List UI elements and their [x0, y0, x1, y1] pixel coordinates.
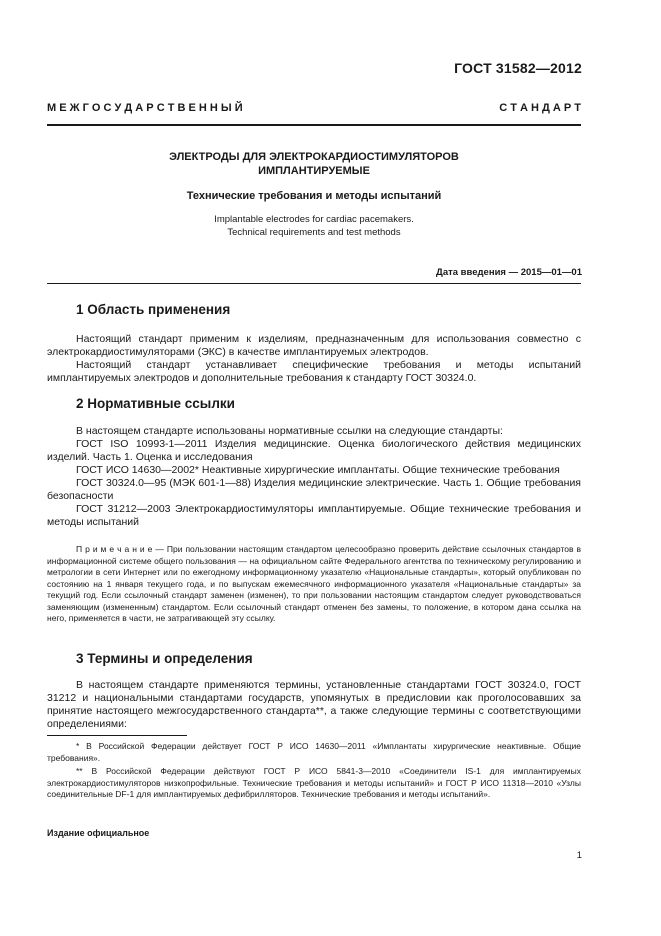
section-2-heading: 2 Нормативные ссылки [76, 396, 235, 411]
section-1-paragraph: Настоящий стандарт устанавливает специфические требования и методы испытаний имплантируемых электродов и дополнительные требования к стандарту ГОСТ 30324.0. [47, 359, 581, 384]
title-ru-line1: ЭЛЕКТРОДЫ ДЛЯ ЭЛЕКТРОКАРДИОСТИМУЛЯТОРОВ [169, 151, 459, 163]
footnote: * В Российской Федерации действует ГОСТ Р ИСО 14630—2011 «Имплантаты хирургические неактивные. Общие требования». [47, 741, 581, 763]
footnotes [47, 741, 581, 803]
page-number: 1 [576, 850, 582, 861]
footnote-rule [47, 735, 187, 736]
note-text: П р и м е ч а н и е — При пользовании настоящим стандартом целесообразно проверить действие ссылочных стандартов в информационной системе общего пользования — на официальном сайте Федерального агентства по техническому регулированию и метрологии в сети Интернет или по ежегодному информационному указателю «Национальные стандарты», который опубликован по состоянию на 1 января текущего года, и по выпускам ежемесячного информационного указателя «Национальные стандарты» за текущий год. Если ссылочный стандарт заменен (изменен), то при пользовании настоящим стандартом следует руководствоваться заменяющим (измененным) стандартом. Если ссылочный стандарт отменен без замены, то положение, в котором дана ссылка на него, применяется в части, не затрагивающей эту ссылку. [47, 544, 581, 623]
introduction-date: Дата введения — 2015—01—01 [436, 267, 582, 278]
section-1-body [47, 333, 581, 385]
subtitle-ru: Технические требования и методы испытаний [186, 190, 442, 202]
normative-reference: ГОСТ 30324.0—95 (МЭК 601-1—88) Изделия медицинские электрические. Часть 1. Общие требования безопасности [47, 477, 581, 502]
normative-reference: ГОСТ 31212—2003 Электрокардиостимуляторы имплантируемые. Общие технические требования и методы испытаний [47, 503, 581, 528]
title-en-line1: Implantable electrodes for cardiac pacemakers. [214, 214, 414, 225]
section-1-heading: 1 Область применения [76, 302, 231, 317]
section-3-paragraph: В настоящем стандарте применяются термины, установленные стандартами ГОСТ 30324.0, ГОСТ 31212 и национальными стандартами государств, упомянутых в предисловии как проголосовавших за принятие настоящего межгосударственного стандарта**, а также следующие термины с соответствующими определениями: [47, 679, 581, 730]
section-1-paragraph: Настоящий стандарт применим к изделиям, предназначенным для использования совместно с электрокардиостимуляторами (ЭКС) в качестве имплантируемых электродов. [47, 333, 581, 358]
title-block [47, 150, 581, 239]
normative-reference: ГОСТ ISO 10993-1—2011 Изделия медицинские. Оценка биологического действия медицинских изделий. Часть 1. Оценка и исследования [47, 438, 581, 463]
title-en [47, 213, 581, 239]
header-rule [47, 124, 581, 126]
gost-number: ГОСТ 31582—2012 [454, 60, 582, 76]
normative-reference: ГОСТ ИСО 14630—2002* Неактивные хирургические имплантаты. Общие технические требования [76, 464, 560, 476]
section-3-heading: 3 Термины и определения [76, 651, 253, 666]
official-edition-label: Издание официальное [47, 828, 150, 838]
footnote: ** В Российской Федерации действуют ГОСТ Р ИСО 5841-3—2010 «Соединители IS-1 для имплантируемых электрокардиостимуляторов низкопрофильные. Технические требования и методы испытаний» и ГОСТ Р ИСО 11318—2010 «Узлы соединительные DF-1 для имплантируемых дефибрилляторов. Технические требования и методы испытаний». [47, 766, 581, 799]
date-rule [47, 283, 581, 284]
section-2-intro: В настоящем стандарте использованы нормативные ссылки на следующие стандарты: [76, 425, 503, 437]
interstate-word: М Е Ж Г О С У Д А Р С Т В Е Н Н Ы Й [47, 102, 243, 114]
section-2-note [47, 544, 581, 625]
standard-word: С Т А Н Д А Р Т [499, 102, 581, 114]
section-3-body [47, 679, 581, 731]
title-ru-line2: ИМПЛАНТИРУЕМЫЕ [258, 165, 370, 177]
interstate-standard-banner [47, 102, 581, 114]
title-en-line2: Technical requirements and test methods [227, 227, 401, 238]
section-2-body [47, 425, 581, 529]
